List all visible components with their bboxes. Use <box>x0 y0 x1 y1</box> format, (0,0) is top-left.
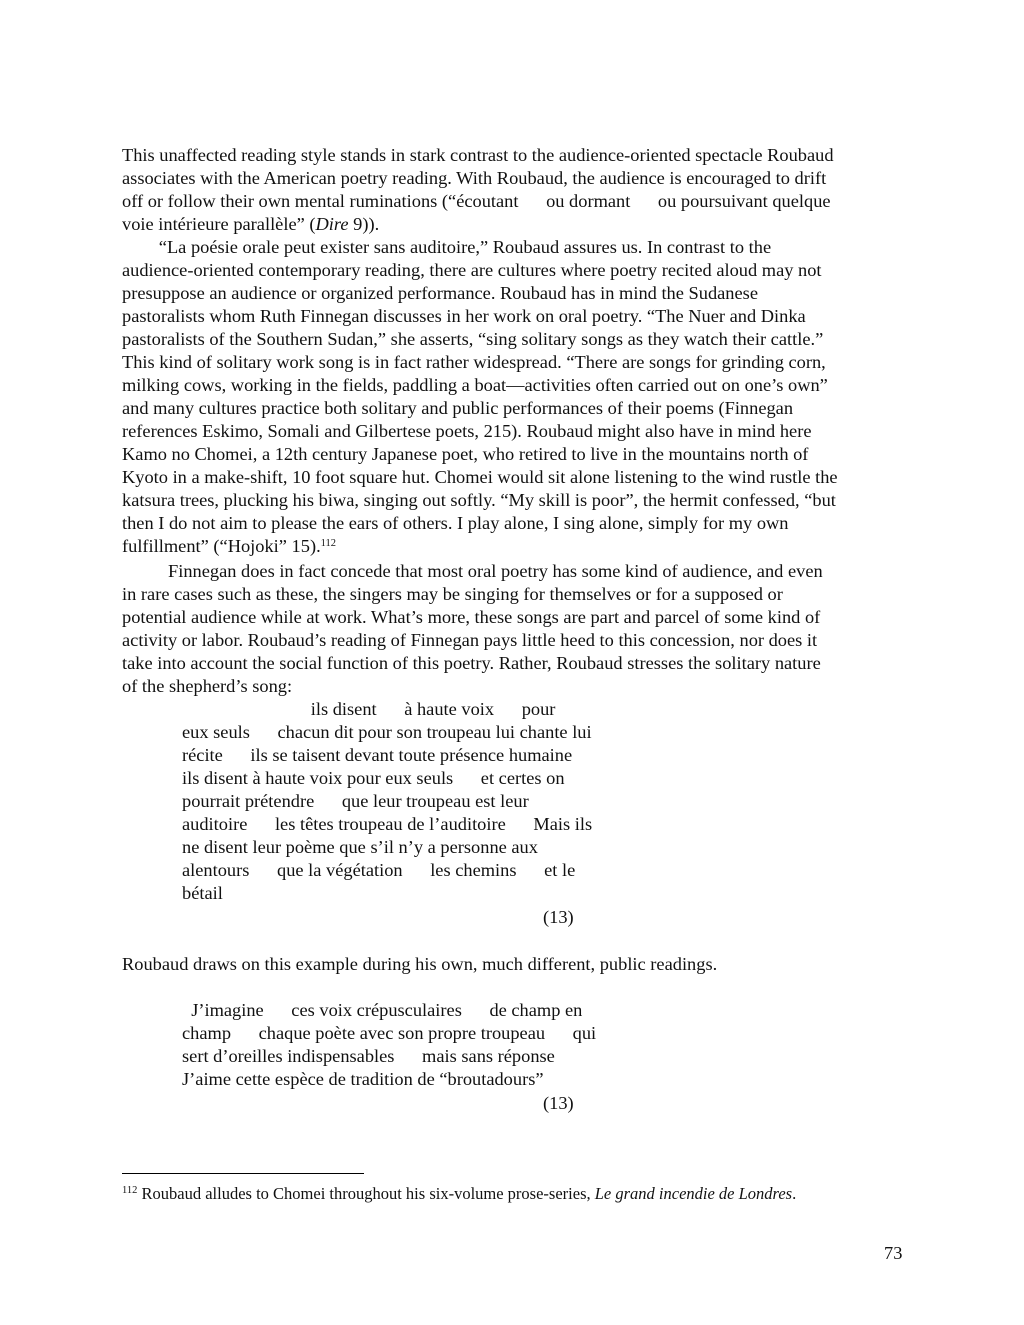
paragraph-line: presuppose an audience or organized performance. Roubaud has in mind the Sudanese <box>122 283 758 303</box>
verse-line: ne disent leur poème que s’il n’y a personne aux <box>182 837 538 857</box>
paragraph-line: fulfillment” (“Hojoki” 15).$^{112}$ <box>122 536 337 556</box>
verse-line: auditoire les têtes troupeau de l’auditoire Mais ils <box>182 814 593 834</box>
paragraph-line: milking cows, working in the fields, paddling a boat—activities often carried out on one’s own” <box>122 375 828 395</box>
paragraph-line: associates with the American poetry reading. With Roubaud, the audience is encouraged to drift <box>122 168 827 188</box>
verse-line: J’aime cette espèce de tradition de “broutadours” <box>182 1069 544 1089</box>
paragraph-line: Roubaud draws on this example during his own, much different, public readings. <box>122 954 718 974</box>
footnote: $^{112}$ Roubaud alludes to Chomei throughout his six-volume prose-series, Le grand incendie de Londres. <box>122 1184 797 1203</box>
footnote-separator <box>122 1173 364 1174</box>
paragraph-line: and many cultures practice both solitary and public performances of their poems (Finnegan <box>122 398 794 418</box>
paragraph-line: off or follow their own mental ruminations (“écoutant ou dormant ou poursuivant quelque <box>122 191 831 211</box>
verse-line: eux seuls chacun dit pour son troupeau lui chante lui <box>182 722 592 742</box>
paragraph-line: This unaffected reading style stands in stark contrast to the audience-oriented spectacle Roubaud <box>122 145 834 165</box>
paragraph-line: voie intérieure parallèle” (Dire 9)). <box>122 214 380 234</box>
italic-title: Dire <box>315 214 349 234</box>
paragraph-line: then I do not aim to please the ears of others. I play alone, I sing alone, simply for my own <box>122 513 789 533</box>
paragraph-line: Finnegan does in fact concede that most oral poetry has some kind of audience, and even <box>122 561 823 581</box>
paragraph-line: activity or labor. Roubaud’s reading of Finnegan pays little heed to this concession, nor does it <box>122 630 818 650</box>
paragraph-line: “La poésie orale peut exister sans auditoire,” Roubaud assures us. In contrast to the <box>122 237 772 257</box>
paragraph-line: in rare cases such as these, the singers may be singing for themselves or for a supposed or <box>122 584 783 604</box>
verse-line: récite ils se taisent devant toute présence humaine <box>182 745 573 765</box>
verse-line: J’imagine ces voix crépusculaires de champ en <box>182 1000 583 1020</box>
italic-title: Le grand incendie de Londres <box>594 1184 793 1203</box>
paragraph-line: katsura trees, plucking his biwa, singing out softly. “My skill is poor”, the hermit confessed, “but <box>122 490 836 510</box>
verse-line: bétail <box>182 883 223 903</box>
verse-line: ils disent à haute voix pour <box>182 699 556 719</box>
paragraph-line: Kamo no Chomei, a 12th century Japanese poet, who retired to live in the mountains north of <box>122 444 809 464</box>
verse-line: alentours que la végétation les chemins et le <box>182 860 576 880</box>
verse-citation: (13) <box>543 1093 574 1113</box>
verse-line: sert d’oreilles indispensables mais sans réponse <box>182 1046 555 1066</box>
paragraph-line: of the shepherd’s song: <box>122 676 293 696</box>
paragraph-line: references Eskimo, Somali and Gilbertese poets, 215). Roubaud might also have in mind here <box>122 421 812 441</box>
paragraph-line: This kind of solitary work song is in fact rather widespread. “There are songs for grinding corn, <box>122 352 826 372</box>
paragraph-line: pastoralists whom Ruth Finnegan discusses in her work on oral poetry. “The Nuer and Dinka <box>122 306 806 326</box>
verse-line: ils disent à haute voix pour eux seuls et certes on <box>182 768 565 788</box>
page-number: 73 <box>884 1243 903 1263</box>
paragraph-line: potential audience while at work. What’s more, these songs are part and parcel of some kind of <box>122 607 821 627</box>
paragraph-line: pastoralists of the Southern Sudan,” she asserts, “sing solitary songs as they watch their cattle.” <box>122 329 824 349</box>
verse-citation: (13) <box>543 907 574 927</box>
paragraph-line: Kyoto in a make-shift, 10 foot square hut. Chomei would sit alone listening to the wind rustle the <box>122 467 838 487</box>
paragraph-line: take into account the social function of this poetry. Rather, Roubaud stresses the solitary nature <box>122 653 821 673</box>
paragraph-line: audience-oriented contemporary reading, there are cultures where poetry recited aloud may not <box>122 260 822 280</box>
footnote-number: 112 <box>122 1185 138 1196</box>
footnote-marker: 112 <box>320 538 337 549</box>
verse-line: champ chaque poète avec son propre troupeau qui <box>182 1023 597 1043</box>
verse-line: pourrait prétendre que leur troupeau est leur <box>182 791 529 811</box>
